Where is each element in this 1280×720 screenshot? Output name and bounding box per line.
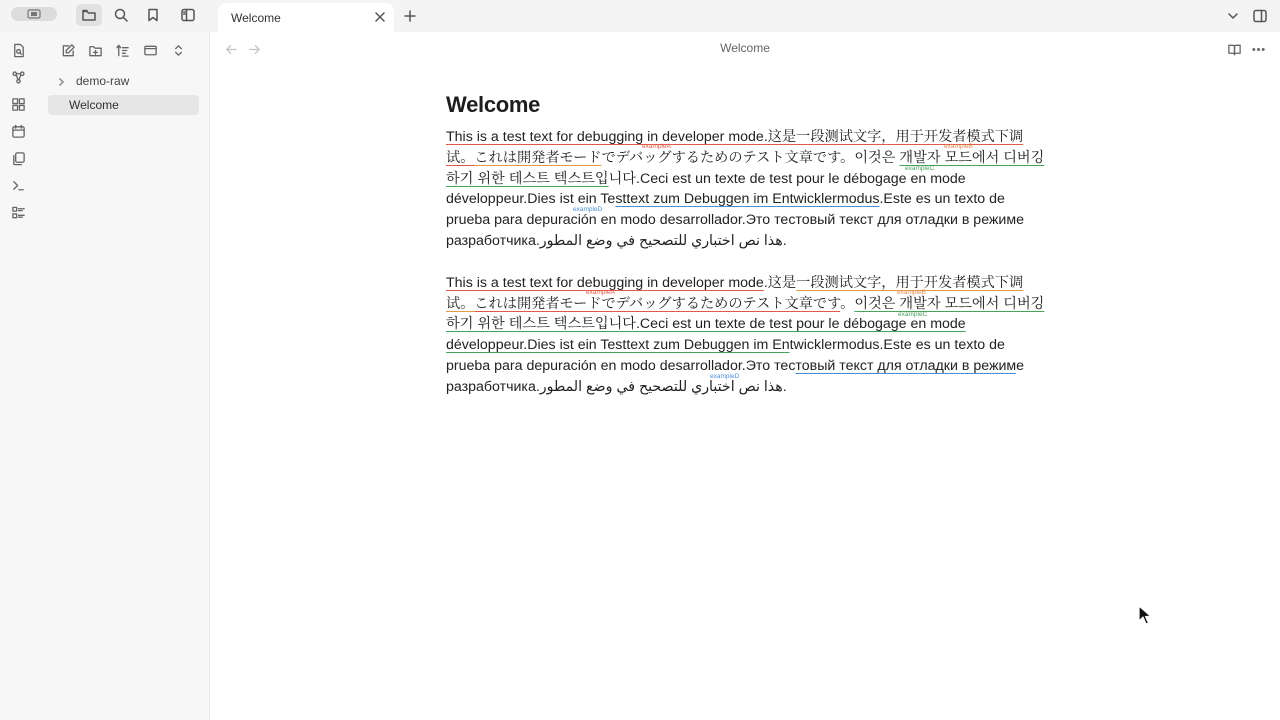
open-quick-switcher-icon: [11, 43, 26, 58]
file-explorer-sidebar: [36, 32, 210, 720]
tag-example-d: exampleD: [710, 372, 740, 380]
chevron-right-icon: [56, 76, 66, 86]
folder-label: demo-raw: [76, 74, 130, 88]
annotation-a-text: This is a test text for debugging in developer mode: [446, 274, 764, 291]
plus-icon: [404, 10, 416, 22]
slides-button[interactable]: [10, 204, 26, 220]
plain-text: .Este es un texto de prueba para depuración en modo desarrollador.Это тестовый текст для отладки в режиме разработчика.هذا نص اختباري للتصحيح في وضع المطور.: [446, 191, 1024, 249]
plain-text: 。: [840, 295, 855, 312]
annotation-a-text: This is a test text for debugging in developer mode.: [446, 129, 768, 145]
new-note-icon: [61, 43, 76, 58]
tag-example-d: exampleD: [573, 206, 603, 213]
toggle-right-sidebar-button[interactable]: [1252, 8, 1268, 24]
paragraph-1-wrap: [446, 127, 1046, 252]
reading-view-button[interactable]: [1226, 41, 1242, 57]
search-button[interactable]: [108, 4, 134, 26]
annotation-d-text: товый текст для отладки в режим: [795, 357, 1017, 374]
editor-pane: [210, 32, 1280, 720]
command-palette-icon: [11, 178, 26, 193]
annotation-b-text: 这是一段测试文字，用于开发者模式下调试。: [446, 129, 1024, 166]
tag-example-b: exampleB: [897, 288, 926, 296]
bookmarks-button[interactable]: [140, 4, 166, 26]
new-note-button[interactable]: [60, 42, 76, 58]
expand-icon: [171, 43, 186, 58]
collapse-icon: [143, 43, 158, 58]
annotation-a2-text: これは開発者モード: [474, 149, 602, 166]
daily-note-button[interactable]: [10, 123, 26, 139]
bookmark-icon: [145, 7, 161, 23]
templates-button[interactable]: [10, 150, 26, 166]
canvas-icon: [11, 97, 26, 112]
tree-file-welcome[interactable]: Welcome: [48, 95, 199, 115]
tab-list-button[interactable]: [1225, 8, 1241, 24]
plain-text: е разработчика.هذا نص اختباري للتصحيح في وضع المطور.: [446, 357, 1025, 395]
more-options-button[interactable]: [1250, 41, 1266, 57]
annotation-b-text: 一段测试文字，用于开发者模式下调试。: [446, 274, 1024, 312]
annotation-a2-text: これは開発者モードでデバッグするためのテスト文章です: [474, 295, 841, 312]
chevron-down-icon: [1227, 10, 1239, 22]
new-folder-icon: [88, 43, 103, 58]
tag-example-a: exampleA: [642, 143, 671, 150]
vault-icon: [27, 9, 41, 19]
canvas-button[interactable]: [10, 96, 26, 112]
paragraph-2-wrap: [446, 273, 1046, 398]
book-open-icon: [1227, 42, 1242, 57]
plain-text: でデバッグするためのテスト文章です。: [601, 149, 855, 166]
sidebar-right-icon: [1252, 8, 1268, 24]
close-tab-button[interactable]: [372, 9, 388, 25]
quick-switcher-button[interactable]: [10, 42, 26, 58]
note-title[interactable]: Welcome: [446, 92, 541, 117]
paragraph-2[interactable]: [446, 273, 1046, 398]
new-folder-button[interactable]: [87, 42, 103, 58]
search-icon: [113, 7, 129, 23]
file-explorer-button[interactable]: [76, 4, 102, 26]
note-content[interactable]: [446, 92, 1046, 398]
command-palette-button[interactable]: [10, 177, 26, 193]
toggle-sidebar-button[interactable]: [175, 4, 201, 26]
plain-text: twicklermodus.Este es un texto de prueba para depuración en modo desarrollador.Это тес: [446, 337, 1005, 374]
mouse-cursor-icon: [1138, 605, 1152, 625]
title-bar: [0, 0, 1280, 32]
daily-note-icon: [11, 124, 26, 139]
plain-text: .这是: [763, 274, 797, 291]
close-icon: [375, 12, 385, 22]
tag-example-c: exampleC: [898, 310, 928, 318]
more-horizontal-icon: [1251, 42, 1266, 57]
plain-text: 이것은: [854, 149, 900, 166]
tag-example-a: exampleA: [586, 288, 615, 296]
sidebar-left-icon: [180, 7, 196, 23]
vault-switcher-button[interactable]: [11, 7, 57, 21]
templates-icon: [11, 151, 26, 166]
tag-example-b: exampleB: [944, 143, 973, 150]
new-tab-button[interactable]: [402, 8, 418, 24]
folder-icon: [81, 7, 97, 23]
tree-folder-demo-raw[interactable]: [56, 74, 129, 88]
graph-view-icon: [11, 70, 26, 85]
tab-title: Welcome: [231, 10, 281, 25]
ribbon: [0, 32, 36, 720]
tag-example-c: exampleC: [905, 165, 935, 172]
tab-welcome[interactable]: [218, 3, 394, 32]
annotation-d-text: sttext zum Debuggen im Entwicklermodus: [615, 191, 880, 208]
annotation-c-text: 개발자 모드에서 디버깅하기 위한 테스트 텍스트입: [446, 149, 1045, 187]
expand-all-button[interactable]: [170, 42, 186, 58]
annotation-c-text: 이것은 개발자 모드에서 디버깅하기 위한 테스트 텍스트입니다.Ceci est un texte de test pour le débogage en mode développeur.Dies ist ein Testtext zum Debuggen im En: [446, 295, 1045, 354]
slides-icon: [11, 205, 26, 220]
plain-text: Ceci est un texte de test pour le débogage en mode développeur.Dies ist ein Te: [446, 170, 966, 208]
auto-reveal-button[interactable]: [142, 42, 158, 58]
sort-icon: [115, 43, 130, 58]
plain-text: 니다.: [608, 170, 640, 187]
view-header-title[interactable]: Welcome: [720, 41, 770, 55]
graph-view-button[interactable]: [10, 69, 26, 85]
sort-button[interactable]: [114, 42, 130, 58]
